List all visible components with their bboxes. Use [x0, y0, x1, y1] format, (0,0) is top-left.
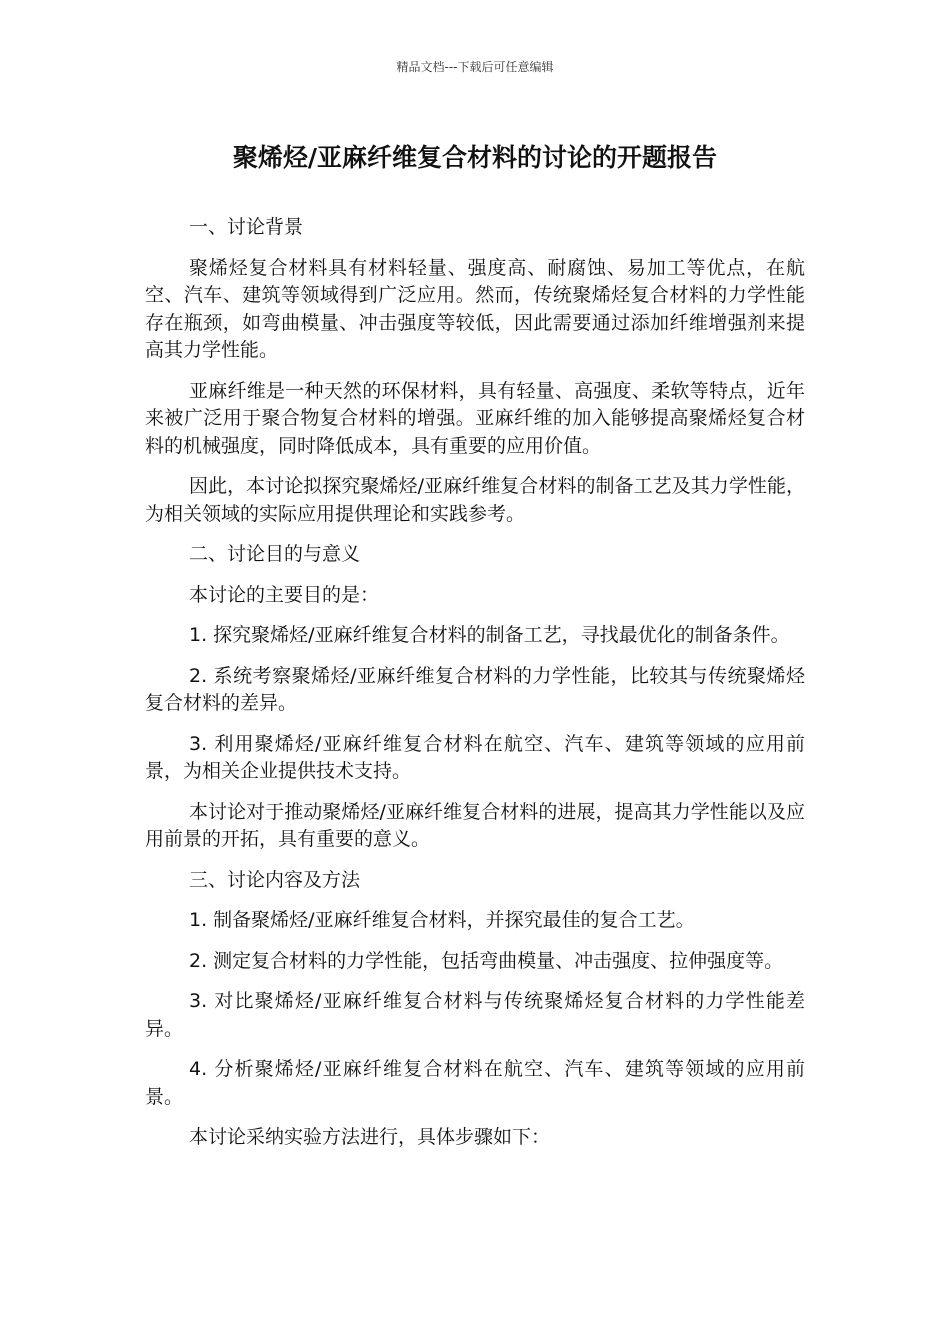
paragraph-significance: 本讨论对于推动聚烯烃/亚麻纤维复合材料的进展，提高其力学性能以及应用前景的开拓，具有重要的意义。	[145, 800, 805, 850]
paragraph-purpose-intro: 本讨论的主要目的是：	[189, 583, 380, 606]
list-item-purpose-2: 2. 系统考察聚烯烃/亚麻纤维复合材料的力学性能，比较其与传统聚烯烃复合材料的差异。	[145, 664, 805, 714]
list-item-content-4: 4. 分析聚烯烃/亚麻纤维复合材料在航空、汽车、建筑等领域的应用前景。	[145, 1058, 805, 1108]
list-item-purpose-3: 3. 利用聚烯烃/亚麻纤维复合材料在航空、汽车、建筑等领域的应用前景，为相关企业提供技术支持。	[145, 732, 805, 782]
paragraph-method-steps-intro: 本讨论采纳实验方法进行，具体步骤如下：	[189, 1126, 551, 1148]
list-item-content-2: 2. 测定复合材料的力学性能，包括弯曲模量、冲击强度、拉伸强度等。	[189, 949, 784, 972]
section-heading-background: 一、讨论背景	[189, 216, 304, 238]
paragraph-background-1: 聚烯烃复合材料具有材料轻量、强度高、耐腐蚀、易加工等优点，在航空、汽车、建筑等领域得到广泛应用。然而，传统聚烯烃复合材料的力学性能存在瓶颈，如弯曲模量、冲击强度等较低，因此需要通过添加纤维增强剂来提高其力学性能。	[145, 256, 805, 361]
list-item-content-1: 1. 制备聚烯烃/亚麻纤维复合材料，并探究最佳的复合工艺。	[189, 909, 695, 931]
paragraph-background-2: 亚麻纤维是一种天然的环保材料，具有轻量、高强度、柔软等特点，近年来被广泛用于聚合物复合材料的增强。亚麻纤维的加入能够提高聚烯烃复合材料的机械强度，同时降低成本，具有重要的应用价值。	[145, 379, 805, 457]
document-title: 聚烯烃/亚麻纤维复合材料的讨论的开题报告	[232, 143, 718, 172]
section-heading-purpose: 二、讨论目的与意义	[189, 543, 361, 565]
paragraph-background-3: 因此，本讨论拟探究聚烯烃/亚麻纤维复合材料的制备工艺及其力学性能，为相关领域的实际应用提供理论和实践参考。	[145, 475, 805, 525]
list-item-content-3: 3. 对比聚烯烃/亚麻纤维复合材料与传统聚烯烃复合材料的力学性能差异。	[145, 990, 805, 1040]
section-heading-content-methods: 三、讨论内容及方法	[189, 868, 361, 891]
page-header-note: 精品文档---下载后可任意编辑	[396, 60, 554, 74]
list-item-purpose-1: 1. 探究聚烯烃/亚麻纤维复合材料的制备工艺，寻找最优化的制备条件。	[189, 624, 790, 646]
document-body	[145, 214, 805, 1165]
